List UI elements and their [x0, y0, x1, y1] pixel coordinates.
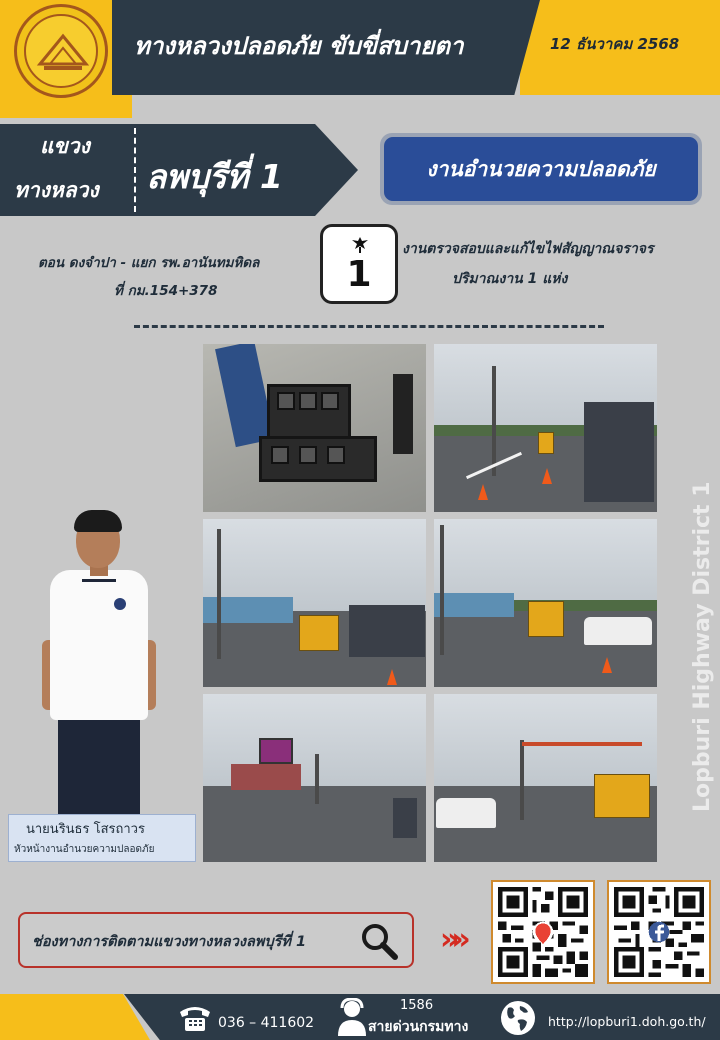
chevron-right-icon: »»	[440, 922, 463, 957]
location-line2: ที่ กม.154+378	[114, 283, 218, 299]
header-title: ทางหลวงปลอดภัย ขับขี่สบายตา	[134, 32, 464, 60]
route-number-badge	[320, 224, 398, 304]
department-seal	[14, 4, 108, 98]
work-photo-3	[203, 519, 426, 687]
person-position: หัวหน้างานอำนวยความปลอดภัย	[14, 844, 155, 855]
district-name: ลพบุรีที่ 1	[146, 157, 283, 196]
globe-icon	[500, 1000, 536, 1036]
banner-divider	[134, 128, 136, 212]
garuda-icon	[350, 235, 370, 255]
district-label-line2: ทางหลวง	[14, 178, 99, 202]
section-divider	[134, 325, 604, 328]
footer-hotline-number[interactable]: 1586	[400, 998, 434, 1013]
task-line2: ปริมาณงาน 1 แห่ง	[452, 271, 568, 287]
person-photo	[40, 508, 158, 818]
district-label-line1: แขวง	[40, 134, 90, 158]
qr-code-map[interactable]	[491, 880, 595, 984]
work-photo-6	[434, 694, 657, 862]
footer-phone[interactable]: 036 – 411602	[218, 1015, 315, 1031]
qr-code-facebook[interactable]	[607, 880, 711, 984]
footer-hotline-label: สายด่วนกรมทาง	[368, 1019, 469, 1035]
work-unit-label: งานอำนวยความปลอดภัย	[384, 137, 698, 201]
header-date: 12 ธันวาคม 2568	[550, 35, 680, 53]
follow-channel-text: ช่องทางการติดตามแขวงทางหลวงลพบุรีที่ 1	[32, 934, 307, 950]
footer-accent	[0, 994, 150, 1040]
task-line1: งานตรวจสอบและแก้ไขไฟสัญญาณจราจร	[402, 241, 654, 257]
location-line1: ตอน ดงจำปา - แยก รพ.อานันทมหิดล	[38, 255, 260, 271]
work-photo-5	[203, 694, 426, 862]
footer-website[interactable]: http://lopburi1.doh.go.th/	[548, 1014, 706, 1029]
work-unit-badge	[380, 133, 702, 205]
phone-icon	[178, 1004, 212, 1032]
route-number: 1	[346, 254, 372, 295]
search-icon[interactable]	[358, 920, 400, 962]
hotline-person-icon	[336, 998, 368, 1036]
work-photo-4	[434, 519, 657, 687]
work-photo-1	[203, 344, 426, 512]
work-photo-2	[434, 344, 657, 512]
vertical-watermark: Lopburi Highway District 1	[690, 481, 715, 812]
person-name: นายนรินธร โสรถาวร	[26, 822, 145, 837]
